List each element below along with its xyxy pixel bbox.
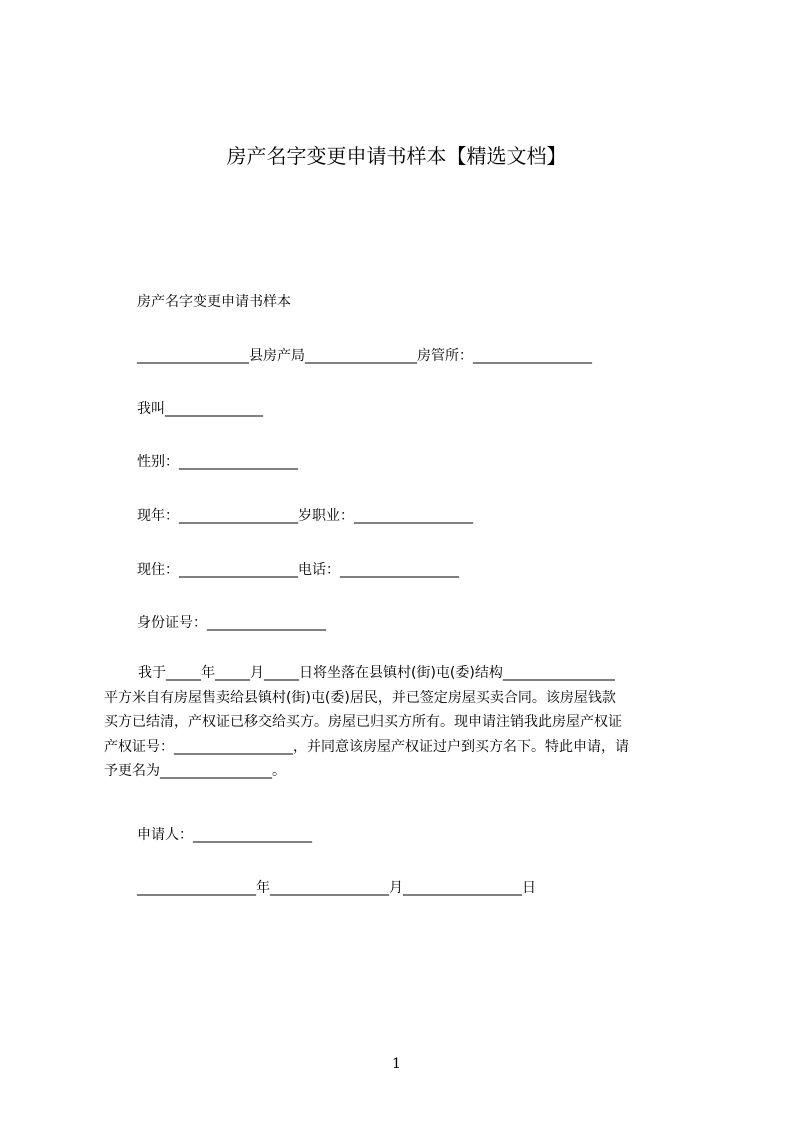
- age-occupation-line: 现年：_________________岁职业：_________________: [137, 508, 473, 524]
- gender-line: 性别：_________________: [137, 454, 298, 470]
- body-line-3: 买方已结清，产权证已移交给买方。房屋已归买方所有。现申请注销我此房屋产权证: [104, 714, 622, 730]
- body-line-5: 予更名为________________。: [104, 763, 286, 779]
- id-number-line: 身份证号：_________________: [137, 615, 326, 631]
- date-line: _________________年_________________月_________________日: [137, 880, 536, 896]
- name-line: 我叫______________: [137, 401, 263, 417]
- document-subtitle: 房产名字变更申请书样本: [137, 294, 291, 310]
- applicant-line: 申请人：_________________: [137, 827, 312, 843]
- document-title: 房产名字变更申请书样本【精选文档】: [226, 144, 567, 168]
- body-line-1: 我于_____年_____月_____日将坐落在县镇村(街)屯(委)结构________________: [138, 665, 615, 681]
- residence-phone-line: 现住：_________________电话：_________________: [137, 562, 459, 578]
- body-line-2: 平方米自有房屋售卖给县镇村(街)屯(委)居民，并已签定房屋买卖合同。该房屋钱款: [104, 689, 616, 706]
- body-line-4: 产权证号：_________________，并同意该房屋产权证过户到买方名下。特此申请，请: [104, 738, 629, 755]
- address-line: ________________县房产局________________房管所：_________________: [137, 348, 592, 364]
- body-paragraph: [104, 661, 704, 784]
- page-number: 1: [392, 1056, 401, 1072]
